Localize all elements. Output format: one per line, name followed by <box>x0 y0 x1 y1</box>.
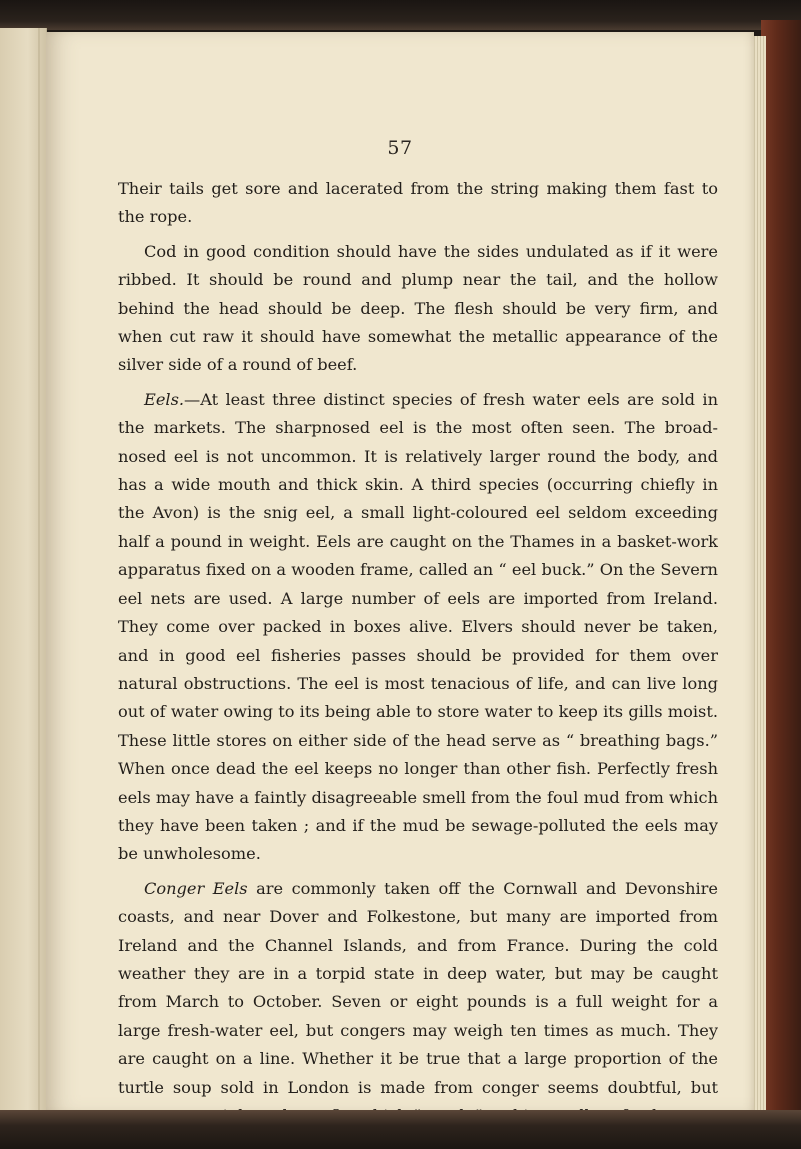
paragraph-text: Their tails get sore and lacerated from the string making them fast to the rope. <box>118 179 718 227</box>
paragraph-continuation <box>118 175 718 232</box>
section-lead: Conger Eels <box>144 878 248 898</box>
section-lead: Eels. <box>144 389 185 409</box>
book-page <box>46 32 754 1112</box>
scan-top-edge <box>0 0 801 30</box>
book-cover-edge <box>761 20 801 1120</box>
page-stack-edge <box>752 36 766 1110</box>
paragraph-text: Cod in good condition should have the sides undulated as if it were ribbed. It should be round and plump near the tail, and the hollow behind the head should be deep. The flesh should be very firm, and when cut raw it should have somewhat the metallic appearance of the silver side of a round of beef. <box>118 241 718 375</box>
left-page-margin <box>0 28 47 1118</box>
page-text <box>118 175 718 1130</box>
paragraph-conger-eels <box>118 875 718 1131</box>
scan-bottom-edge <box>0 1110 801 1149</box>
left-page-fold <box>38 28 40 1118</box>
paragraph-eels <box>118 386 718 869</box>
paragraph-text: —At least three distinct species of fresh water eels are sold in the markets. The sharpnosed eel is the most often seen. The broad-nosed eel is not uncommon. It is relatively larger round the body, and has a wide mouth and thick skin. A third species (occurring chiefly in the Avon) is the snig eel, a small light-coloured eel seldom exceeding half a pound in weight. Eels are caught on the Thames in a basket-work apparatus fixed on a wooden frame, called an “ eel buck.” On the Severn eel nets are used. A large number of eels are imported from Ireland. They come over packed in boxes alive. Elvers should never be taken, and in good eel fisheries passes should be provided for them over natural obstructions. The eel is most tenacious of life, and can live long out of water owing to its being able to store water to keep its gills moist. These little stores on either side of the head serve as “ breathing bags.” When once dead the eel keeps no longer than other fish. Perfectly fresh eels may have a faintly disagreeable smell from the foul mud from which they have been taken ; and if the mud be sewage-polluted the eels may be unwholesome. <box>118 389 718 864</box>
paragraph-text: are commonly taken off the Cornwall and Devonshire coasts, and near Dover and Folkestone, but many are imported from Ireland and the Channel Islands, and from France. During the cold weather they are in a torpid state in deep water, but may be caught from March to October. Seven or eight pounds is a full weight for a large fresh-water eel, but congers may weigh ten times as much. They are caught on a line. Whether it be true that a large proportion of the turtle soup sold in London is made from conger seems doubtful, but <box>118 878 719 1097</box>
page-number: 57 <box>387 137 413 159</box>
paragraph-cod <box>118 238 718 380</box>
